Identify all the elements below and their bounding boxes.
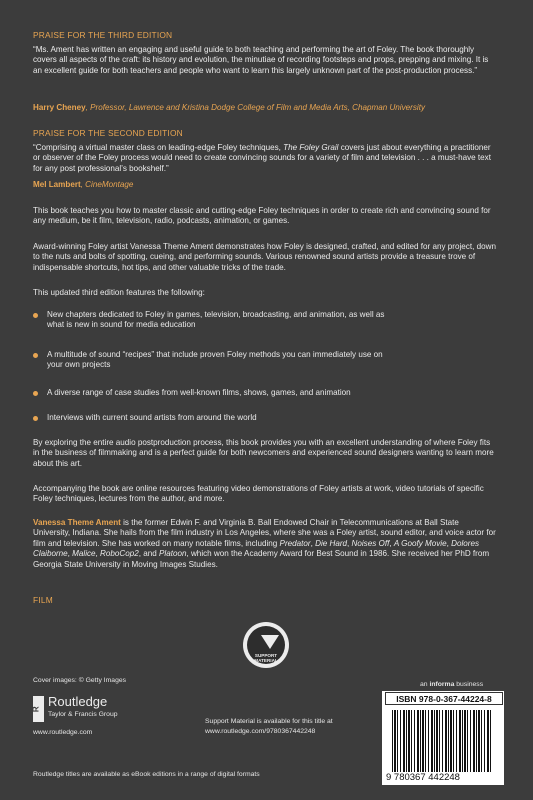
features-intro: This updated third edition features the following:	[33, 288, 205, 297]
informa-brand: informa	[429, 681, 455, 688]
bullet-icon	[33, 353, 38, 358]
feature-text: Interviews with current sound artists from around the world	[47, 413, 257, 422]
praise-third-heading: PRAISE FOR THE THIRD EDITION	[33, 30, 173, 40]
praise-second-heading: PRAISE FOR THE SECOND EDITION	[33, 128, 183, 138]
praise-third-author: Harry Cheney	[33, 103, 86, 112]
informa-suffix: business	[454, 681, 484, 688]
film-title: Dolores Claiborne	[33, 538, 479, 559]
praise-second-author: Mel Lambert	[33, 180, 81, 189]
badge-text: SUPPORT MATERIAL	[254, 653, 278, 663]
download-arrow-icon	[261, 635, 279, 649]
bio-sep: ,	[347, 538, 352, 548]
bio-text: , which won the Academy Award for Best Sound in 1986. She received her PhD from Georgia State University in Moving Images Studies.	[33, 549, 490, 569]
praise-second-quote-title: The Foley Grail	[283, 143, 339, 152]
ebook-note: Routledge titles are available as eBook editions in a range of digital formats	[33, 771, 260, 778]
description-paragraph: Award-winning Foley artist Vanessa Theme Ament demonstrates how Foley is designed, crafted, and edited for any project, down to the nuts and bolts of spotting, cueing, and performing sounds. Various renowned sound artists provide a treasure trove of indispensable shortcuts, hot tips, and other valuable tricks of the trade.	[33, 242, 496, 272]
film-title: RoboCop2	[100, 549, 139, 559]
publisher-group: Taylor & Francis Group	[48, 711, 118, 718]
logo-letter: R	[31, 706, 41, 713]
film-title: Platoon	[159, 549, 187, 559]
publisher-name: Routledge	[48, 694, 108, 709]
feature-item	[33, 388, 493, 398]
praise-third-attribution	[33, 103, 425, 113]
bullet-icon	[33, 391, 38, 396]
feature-text: A multitude of sound “recipes” that include proven Foley methods you can immediately use on your own projects	[47, 350, 383, 370]
badge-inner	[247, 626, 285, 664]
bio-sep: ,	[67, 549, 73, 559]
film-title: Predator	[279, 538, 311, 548]
informa-tagline	[420, 680, 483, 689]
barcode-icon	[392, 710, 492, 772]
routledge-logo-icon	[33, 696, 44, 722]
publisher-url[interactable]: www.routledge.com	[33, 729, 93, 736]
informa-prefix: an	[420, 681, 430, 688]
film-title: A Goofy Movie	[393, 538, 447, 548]
barcode-digits: 9 780367 442248	[386, 772, 460, 783]
bio-sep: ,	[95, 549, 101, 559]
bio-sep: ,	[310, 538, 316, 548]
film-title: Malice	[72, 549, 96, 559]
bio-sep: ,	[446, 538, 452, 548]
feature-item	[33, 310, 493, 331]
bullet-icon	[33, 416, 38, 421]
bio-text: is the former Edwin F. and Virginia B. Ball Endowed Chair in Telecommunications at Ball State University, Indiana. She hails from the film industry in Los Angeles, where she was a Foley artist, sound editor, and voice actor for film and television. She has worked on many notable films, including	[33, 518, 496, 548]
support-material-badge-icon	[243, 622, 289, 668]
bullet-icon	[33, 313, 38, 318]
resources-paragraph: Accompanying the book are online resources featuring video demonstrations of Foley artists at work, video tutorials of specific Foley techniques, lectures from the author, and more.	[33, 484, 484, 504]
author-bio	[33, 518, 498, 570]
feature-text: A diverse range of case studies from well-known films, shows, games, and animation	[47, 388, 351, 397]
author-name: Vanessa Theme Ament	[33, 518, 121, 527]
praise-third-affiliation: , Professor, Lawrence and Kristina Dodge College of Film and Media Arts, Chapman University	[85, 103, 425, 112]
isbn-label: ISBN 978-0-367-44224-8	[385, 692, 503, 705]
feature-item	[33, 350, 493, 371]
praise-second-quote-after: covers just about everything a practitioner or observer of the Foley process would need to create convincing sounds for a variety of film and television . . . a must-have text for any post professional’s bookshelf.”	[33, 143, 491, 173]
intro-paragraph: This book teaches you how to master classic and cutting-edge Foley techniques in order to create rich and convincing sound for any medium, be it film, television, radio, podcasts, animation, or games.	[33, 206, 491, 226]
film-title: Die Hard	[315, 538, 348, 548]
praise-second-affiliation: , CineMontage	[80, 180, 134, 189]
praise-second-quote	[33, 143, 498, 174]
film-title: Noises Off	[351, 538, 390, 548]
praise-second-quote-before: “Comprising a virtual master class on leading-edge Foley techniques,	[33, 143, 284, 152]
support-line1: Support Material is available for this title at	[205, 718, 333, 725]
praise-third-quote: “Ms. Ament has written an engaging and useful guide to both teaching and performing the art of Foley. The book thoroughly covers all aspects of the craft: its history and evolution, the minutiae of recording footsteps and props, prepping and mixing. It is an excellent guide for both teachers and people who want to learn this largely unknown part of the post-production process.”	[33, 45, 489, 75]
category-label: FILM	[33, 595, 53, 605]
bio-sep: , and	[138, 549, 160, 559]
praise-second-attribution	[33, 180, 133, 190]
bio-sep: ,	[389, 538, 394, 548]
cover-credit: Cover images: © Getty Images	[33, 677, 127, 684]
feature-text: New chapters dedicated to Foley in games, television, broadcasting, and animation, as well as what is new in sound for media education	[47, 310, 385, 330]
feature-item	[33, 413, 493, 423]
overview-paragraph: By exploring the entire audio postproduction process, this book provides you with an excellent understanding of where Foley fits in the business of filmmaking and is a perfect guide for both newcomers and experienced sound designers wanting to learn more about this art.	[33, 438, 494, 468]
support-url[interactable]: www.routledge.com/9780367442248	[205, 728, 316, 735]
